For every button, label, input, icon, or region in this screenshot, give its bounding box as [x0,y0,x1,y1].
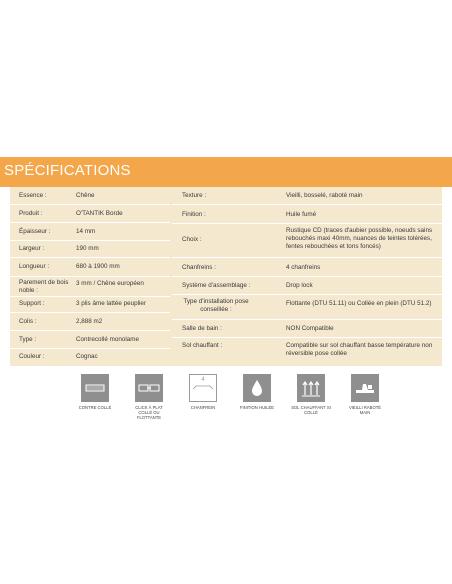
spec-label: Produit : [19,210,43,217]
feature-caption: SOL CHAUFFANT SI COLLÉ [291,405,331,415]
spec-row [172,277,442,295]
spec-value: Huile fumé [286,211,317,218]
spec-value: 3 plis âme lattée peuplier [76,300,147,307]
section-title: SPÉCIFICATIONS [4,162,131,179]
spec-row [10,258,170,277]
spec-row [172,338,442,366]
spec-label: Couleur : [19,353,45,360]
spec-row [172,295,442,320]
specifications-table [10,187,442,366]
spec-row [10,187,170,205]
spec-value: Vieilli, bosselé, raboté main [286,192,363,199]
spec-label: Parement de bois noble : [19,279,69,294]
spec-label: Support : [19,300,45,307]
feature-caption: CONTRE COLLÉ [78,405,112,410]
spec-label: Choix : [182,236,202,243]
spec-row [10,241,170,258]
spec-row [10,349,170,366]
spec-value: Cognac [76,353,98,360]
spec-label: Sol chauffant : [182,342,223,349]
spec-label: Système d'assemblage : [182,282,251,289]
spec-value: 2,888 m2 [76,318,103,325]
spec-value: 4 chanfreins [286,264,321,271]
spec-value: 14 mm [76,228,96,235]
oil-drop-icon [243,374,271,402]
spec-label: Chanfreins : [182,264,216,271]
feature-chanfrein [183,374,223,410]
spec-row [10,313,170,331]
spec-label: Finition : [182,211,206,218]
feature-icons [75,374,385,436]
spec-value: 680 à 1900 mm [76,263,120,270]
spec-row [10,297,170,313]
section-header [0,157,452,187]
feature-caption: CHANFREIN [190,405,216,410]
spec-value: Drop lock [286,282,313,289]
spec-row [10,331,170,349]
spec-value: 3 mm / Chêne européen [76,280,144,287]
heat-arrows-icon [297,374,325,402]
spec-value: Contrecollé monolame [76,336,139,343]
spec-row [172,224,442,258]
spec-label: Type d'installation pose conseillée : [183,298,249,313]
spec-value: Compatible sur sol chauffant basse température non réversible pose collée [286,342,433,357]
spec-value: 190 mm [76,245,99,252]
contre-colle-icon [81,374,109,402]
chanfrein-count: 4 [201,377,205,383]
chanfrein-icon [189,374,217,402]
feature-click [129,374,169,420]
feature-caption: VIEILLI RABOTÉ MAIN [348,405,382,415]
spec-row [10,277,170,297]
spec-row [10,223,170,241]
feature-caption: FINITION HUILÉE [239,405,275,410]
spec-label: Colis : [19,318,37,325]
feature-contre-colle [75,374,115,410]
spec-value: Flottante (DTU 51.11) ou Collée en plein (DTU 51.2) [286,300,432,307]
spec-value: Chêne [76,192,95,199]
spec-value: NON Compatible [286,325,334,332]
spec-label: Épaisseur : [19,228,51,235]
spec-value: O'TANTIK Borde [76,210,123,217]
spec-label: Largeur : [19,245,45,252]
click-flottante-icon [135,374,163,402]
spec-value: Rustique CD (traces d'aubier possible, noeuds sains rebouchés maxi 40mm, nuances de teintes tolérées, fentes rebouchées et tons foncés) [286,227,433,250]
feature-sol-chauffant [291,374,331,415]
feature-caption: CLICK À PLAT COLLÉ OU FLOTTANTE [135,405,163,420]
plane-tool-icon [351,374,379,402]
spec-row [172,258,442,277]
spec-row [172,205,442,224]
feature-rabote [345,374,385,415]
spec-label: Texture : [182,192,207,199]
spec-row [172,320,442,338]
feature-huile [237,374,277,410]
spec-row [10,205,170,223]
spec-row [172,187,442,205]
spec-label: Essence : [19,192,47,199]
spec-label: Longueur : [19,263,50,270]
spec-label: Type : [19,336,37,343]
spec-label: Salle de bain : [182,325,222,332]
